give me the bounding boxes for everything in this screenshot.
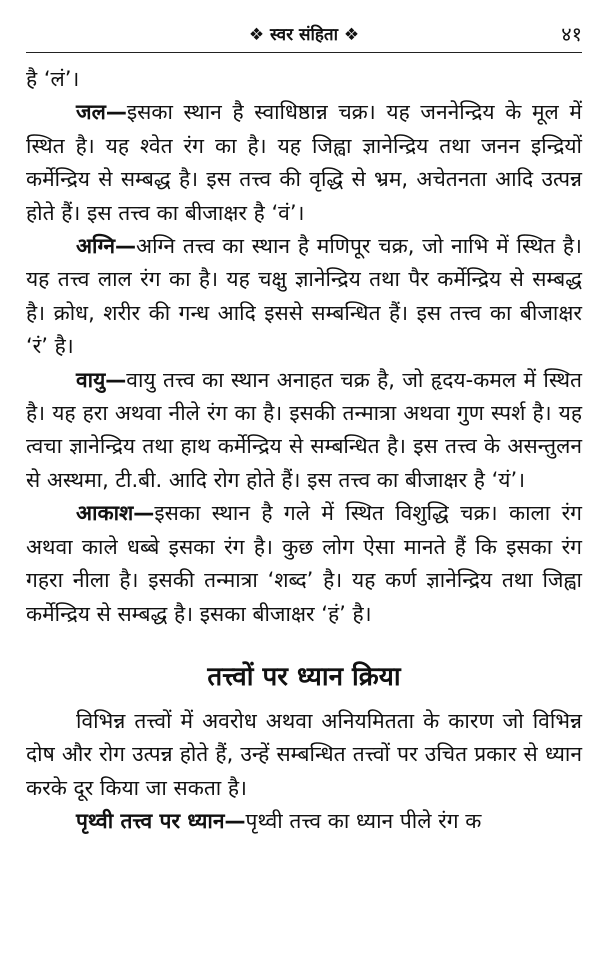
page-number: ४१ bbox=[561, 22, 582, 46]
running-title: ❖ स्वर संहिता ❖ bbox=[248, 25, 360, 45]
body-text bbox=[26, 63, 582, 839]
paragraph-lead: वायु— bbox=[76, 367, 127, 392]
paragraph-lead: आकाश— bbox=[76, 501, 155, 526]
paragraph-lead: अग्नि— bbox=[76, 234, 137, 259]
paragraph-lead: पृथ्वी तत्त्व पर ध्यान— bbox=[76, 809, 246, 834]
running-header bbox=[26, 18, 582, 53]
section-intro: विभिन्न तत्त्वों में अवरोध अथवा अनियमितता के कारण जो विभिन्न दोष और रोग उत्पन्न होते हैं, उन्हें सम्बन्धित तत्त्वों पर उचित प्रकार से ध्यान करके दूर किया जा सकता है। bbox=[26, 708, 582, 800]
paragraph-agni bbox=[26, 230, 582, 364]
paragraph-akash bbox=[26, 497, 582, 631]
paragraph-lead: जल— bbox=[76, 100, 127, 125]
paragraph-jal bbox=[26, 96, 582, 230]
paragraph-text: इसका स्थान है गले में स्थित विशुद्धि चक्र। काला रंग अथवा काले धब्बे इसका रंग है। कुछ लोग ऐसा मानते हैं कि इसका रंग गहरा नीला है। इसकी तन्मात्रा ‘शब्द’ है। यह कर्ण ज्ञानेन्द्रिय तथा जिह्वा कर्मेन्द्रिय से सम्बद्ध है। इसका बीजाक्षर ‘हं’ है। bbox=[26, 501, 582, 626]
paragraph-text: वायु तत्त्व का स्थान अनाहत चक्र है, जो हृदय-कमल में स्थित है। यह हरा अथवा नीले रंग का है। इसकी तन्मात्रा अथवा गुण स्पर्श है। यह त्वचा ज्ञानेन्द्रिय तथा हाथ कर्मेन्द्रिय से सम्बन्धित है। इस तत्त्व के असन्तुलन से अस्थमा, टी.बी. आदि रोग होते हैं। इस तत्त्व का बीजाक्षर है ‘यं’। bbox=[26, 367, 582, 492]
section-heading: तत्त्वों पर ध्यान क्रिया bbox=[207, 661, 401, 692]
paragraph-text: अग्नि तत्त्व का स्थान है मणिपूर चक्र, जो नाभि में स्थित है। यह तत्त्व लाल रंग का है। यह चक्षु ज्ञानेन्द्रिय तथा पैर कर्मेन्द्रिय से सम्बद्ध है। क्रोध, शरीर की गन्ध आदि इससे सम्बन्धित हैं। इस तत्त्व का बीजाक्षर ‘रं’ है। bbox=[26, 234, 582, 359]
continued-paragraph bbox=[26, 63, 582, 96]
paragraph-prithvi-dhyan bbox=[26, 805, 582, 838]
paragraph-vayu bbox=[26, 364, 582, 498]
paragraph-text: पृथ्वी तत्त्व का ध्यान पीले रंग क bbox=[245, 809, 482, 834]
paragraph-text: इसका स्थान है स्वाधिष्ठान्न चक्र। यह जननेन्द्रिय के मूल में स्थित है। यह श्वेत रंग का है। यह जिह्वा ज्ञानेन्द्रिय तथा जनन इन्द्रियों कर्मेन्द्रिय से सम्बद्ध है। इस तत्त्व की वृद्धि से भ्रम, अचेतनता आदि उत्पन्न होते हैं। इस तत्त्व का बीजाक्षर है ‘वं’। bbox=[26, 100, 582, 225]
paragraph-text: है ‘लं’। bbox=[26, 67, 80, 91]
